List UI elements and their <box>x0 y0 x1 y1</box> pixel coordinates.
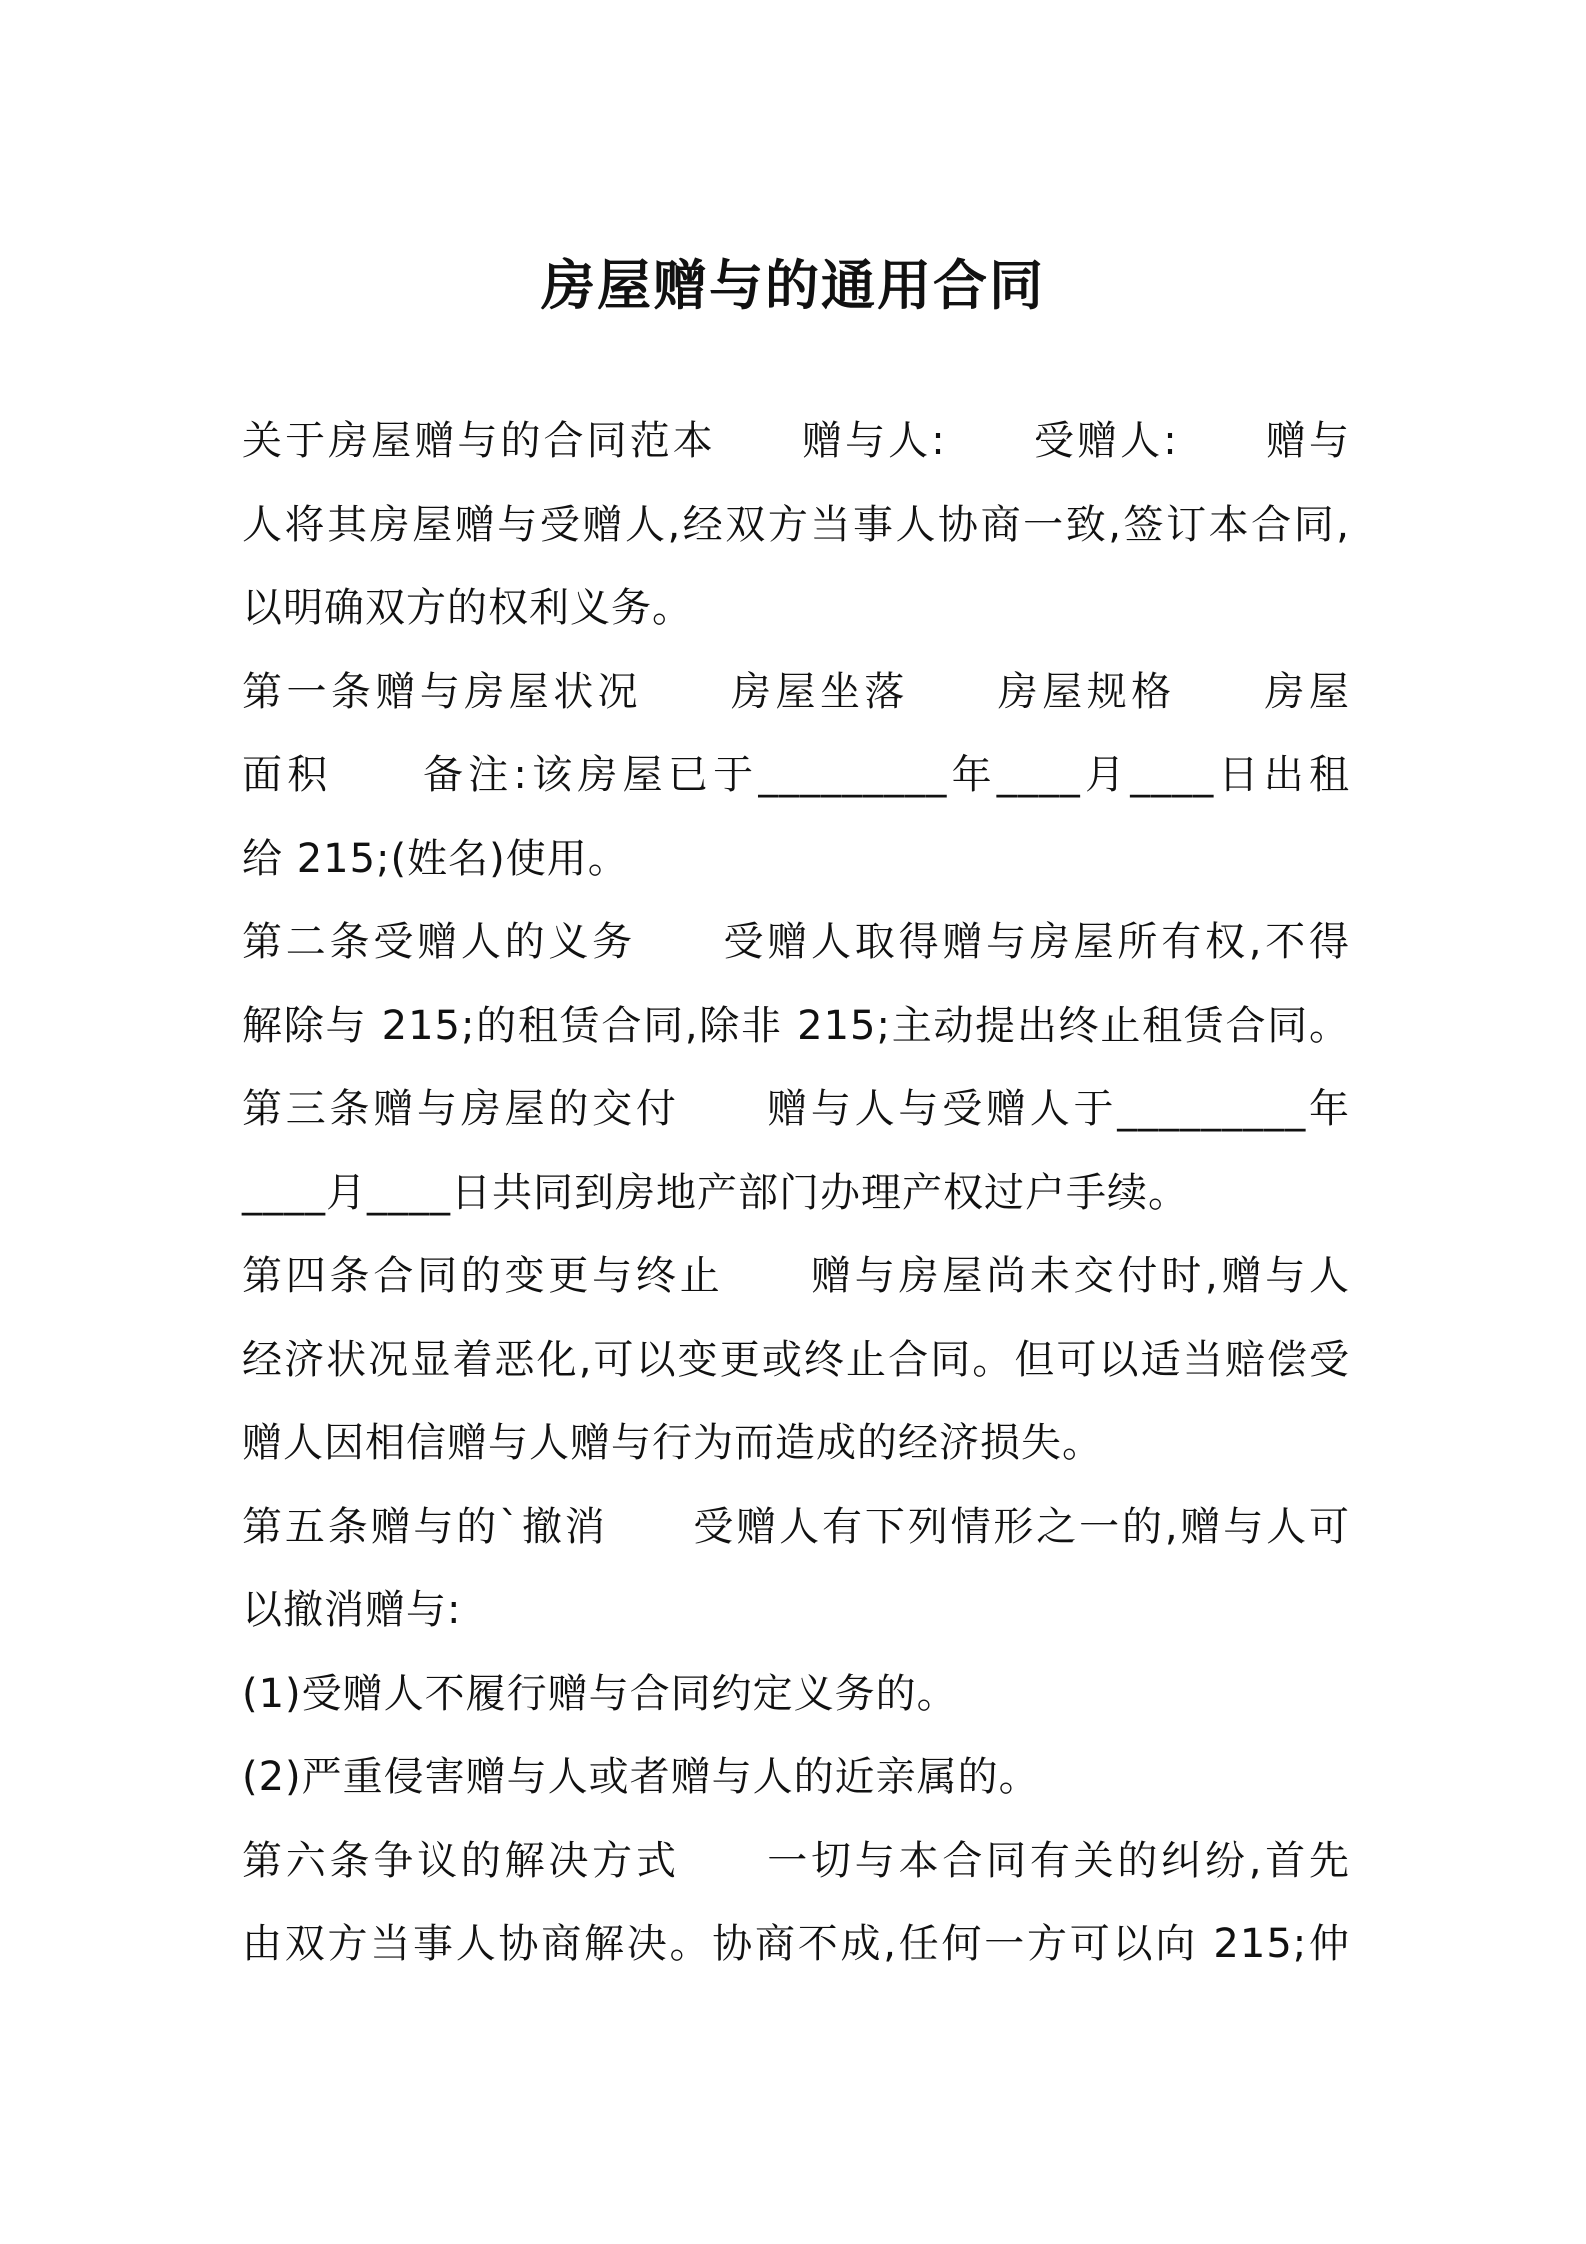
body-line: 经济状况显着恶化,可以变更或终止合同。但可以适当赔偿受 <box>242 1336 1350 1383</box>
body-line: 赠人因相信赠与人赠与行为而造成的经济损失。 <box>242 1420 1103 1466</box>
body-line: 给 215;(姓名)使用。 <box>242 835 629 882</box>
body-line: 第二条受赠人的义务 受赠人取得赠与房屋所有权,不得 <box>242 919 1350 965</box>
body-line: 以明确双方的权利义务。 <box>242 585 693 631</box>
body-line: 由双方当事人协商解决。协商不成,任何一方可以向 215;仲 <box>242 1921 1350 1967</box>
document-body <box>242 400 1350 1987</box>
body-line: 面积 备注:该房屋已于_________年____月____日出租 <box>242 752 1350 798</box>
body-line: 第四条合同的变更与终止 赠与房屋尚未交付时,赠与人 <box>242 1253 1350 1299</box>
body-line: 人将其房屋赠与受赠人,经双方当事人协商一致,签订本合同, <box>242 501 1350 548</box>
body-line: 第六条争议的解决方式 一切与本合同有关的纠纷,首先 <box>242 1837 1350 1884</box>
document-title: 房屋赠与的通用合同 <box>541 254 1045 317</box>
body-line: 解除与 215;的租赁合同,除非 215;主动提出终止租赁合同。 <box>242 1002 1350 1049</box>
body-line: ____月____日共同到房地产部门办理产权过户手续。 <box>242 1169 1189 1216</box>
body-line: 第一条赠与房屋状况 房屋坐落 房屋规格 房屋 <box>242 668 1350 715</box>
body-line: 关于房屋赠与的合同范本 赠与人: 受赠人: 赠与 <box>242 418 1350 464</box>
body-line: (1)受赠人不履行赠与合同约定义务的。 <box>242 1670 958 1717</box>
body-line: 以撤消赠与: <box>242 1587 462 1633</box>
body-line: 第三条赠与房屋的交付 赠与人与受赠人于_________年 <box>242 1086 1350 1132</box>
body-line: (2)严重侵害赠与人或者赠与人的近亲属的。 <box>242 1754 1040 1800</box>
body-line: 第五条赠与的`撤消 受赠人有下列情形之一的,赠与人可 <box>242 1503 1350 1550</box>
